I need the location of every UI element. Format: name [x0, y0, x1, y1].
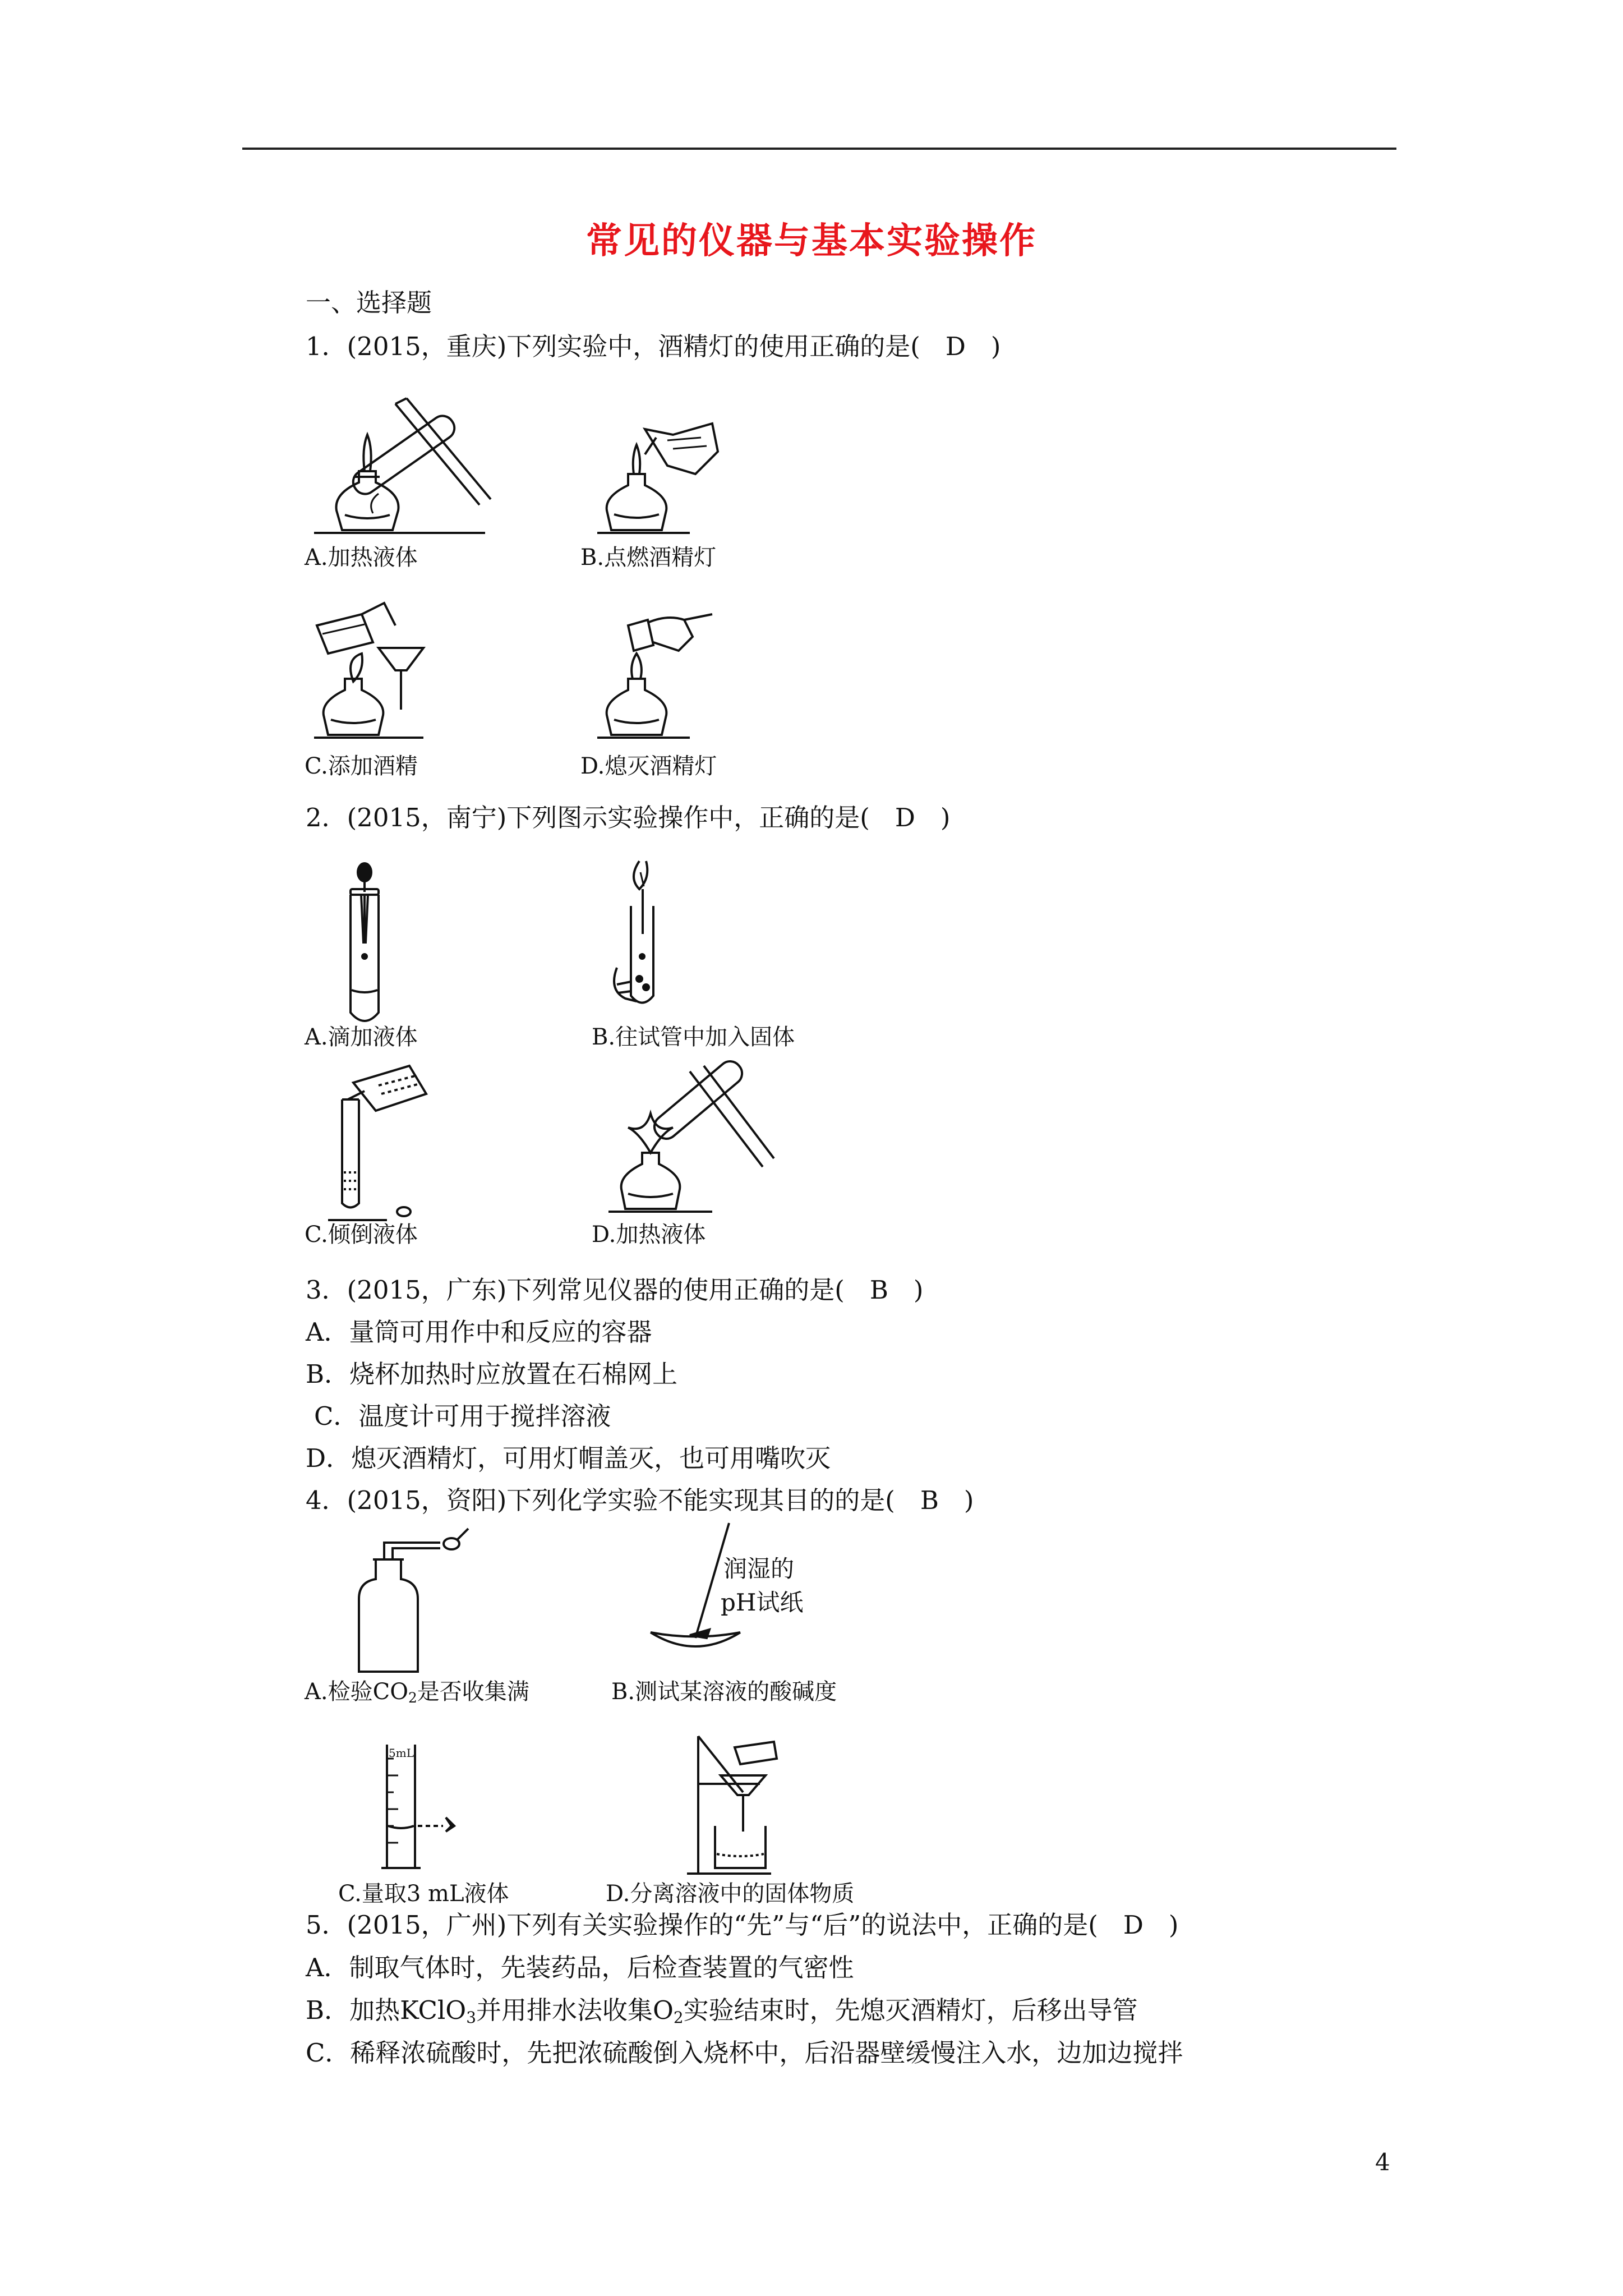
q5-choice-b-part2: 并用排水法收集O	[476, 1995, 674, 2025]
q1-option-d: D.熄灭酒精灯	[580, 753, 717, 779]
q5-stem: 5．(2015，广州)下列有关实验操作的“先”与“后”的说法中，正确的是( D )	[306, 1910, 1179, 1940]
q2-option-d: D.加热液体	[592, 1222, 706, 1248]
q1-option-b: B.点燃酒精灯	[580, 545, 717, 570]
q3-choice-c: C．温度计可用于搅拌溶液	[314, 1401, 611, 1431]
q1-fig-b-lighting-lamp	[594, 412, 729, 539]
q1-option-a: A.加热液体	[305, 545, 418, 570]
q4-fig-d-filtration	[676, 1731, 788, 1879]
q1-fig-a-heating-liquid	[311, 381, 496, 539]
q5-choice-b-sub1: 3	[466, 2008, 476, 2027]
q4-fig-a-gas-bottle	[345, 1531, 468, 1677]
q3-stem: 3．(2015，广东)下列常见仪器的使用正确的是( B )	[306, 1275, 924, 1305]
q4-option-a-suffix: 是否收集满	[417, 1679, 529, 1705]
q5-choice-b-sub2: 2	[673, 2008, 684, 2027]
q3-choice-a: A．量筒可用作中和反应的容器	[306, 1317, 652, 1347]
q4-cylinder-mark: 5mL	[389, 1746, 414, 1760]
q2-option-a: A.滴加液体	[305, 1024, 418, 1050]
q4-fig-c-graduated-cylinder	[381, 1742, 471, 1876]
q4-option-d: D.分离溶液中的固体物质	[606, 1881, 855, 1907]
q4-option-a-subscript: 2	[408, 1690, 417, 1706]
q4-option-b: B.测试某溶液的酸碱度	[611, 1679, 837, 1705]
q4-option-a	[305, 1677, 529, 1713]
header-rule	[242, 148, 1396, 150]
q4-stem: 4．(2015，资阳)下列化学实验不能实现其目的的是( B )	[306, 1485, 974, 1515]
q5-choice-b	[306, 1994, 1138, 2035]
q1-fig-c-adding-alcohol	[311, 592, 435, 743]
q5-choice-b-part3: 实验结束时，先熄灭酒精灯，后移出导管	[683, 1995, 1138, 2025]
q4-label-ph-paper: pH试纸	[721, 1589, 804, 1616]
q4-option-c: C.量取3 mL液体	[338, 1881, 509, 1907]
q2-fig-d-heating-liquid	[606, 1055, 774, 1217]
q3-choice-b: B．烧杯加热时应放置在石棉网上	[306, 1359, 678, 1389]
q3-choice-d: D．熄灭酒精灯，可用灯帽盖灭，也可用嘴吹灭	[306, 1443, 831, 1473]
section-heading: 一、选择题	[306, 288, 432, 318]
q1-fig-d-extinguishing-lamp	[594, 603, 729, 743]
page-number: 4	[1375, 2148, 1390, 2176]
page-title: 常见的仪器与基本实验操作	[586, 220, 1037, 262]
q5-choice-c: C．稀释浓硫酸时，先把浓硫酸倒入烧杯中，后沿器壁缓慢注入水，边加边搅拌	[306, 2038, 1183, 2068]
q2-fig-c-pouring-liquid	[325, 1060, 437, 1228]
q4-label-moist: 润湿的	[723, 1555, 795, 1582]
q1-option-c: C.添加酒精	[305, 753, 418, 779]
q2-stem: 2．(2015，南宁)下列图示实验操作中，正确的是( D )	[306, 803, 951, 832]
q5-choice-a: A．制取气体时，先装药品，后检查装置的气密性	[306, 1953, 854, 1982]
q2-fig-a-dropping-liquid	[342, 861, 387, 1029]
q1-stem: 1．(2015，重庆)下列实验中，酒精灯的使用正确的是( D )	[306, 332, 1001, 361]
q5-choice-b-part1: B．加热KClO	[306, 1995, 467, 2025]
q2-option-c: C.倾倒液体	[305, 1222, 418, 1248]
q4-option-a-prefix: A.检验CO	[305, 1679, 408, 1705]
q2-option-b: B.往试管中加入固体	[592, 1024, 795, 1050]
q2-fig-b-adding-solid	[611, 855, 684, 1018]
